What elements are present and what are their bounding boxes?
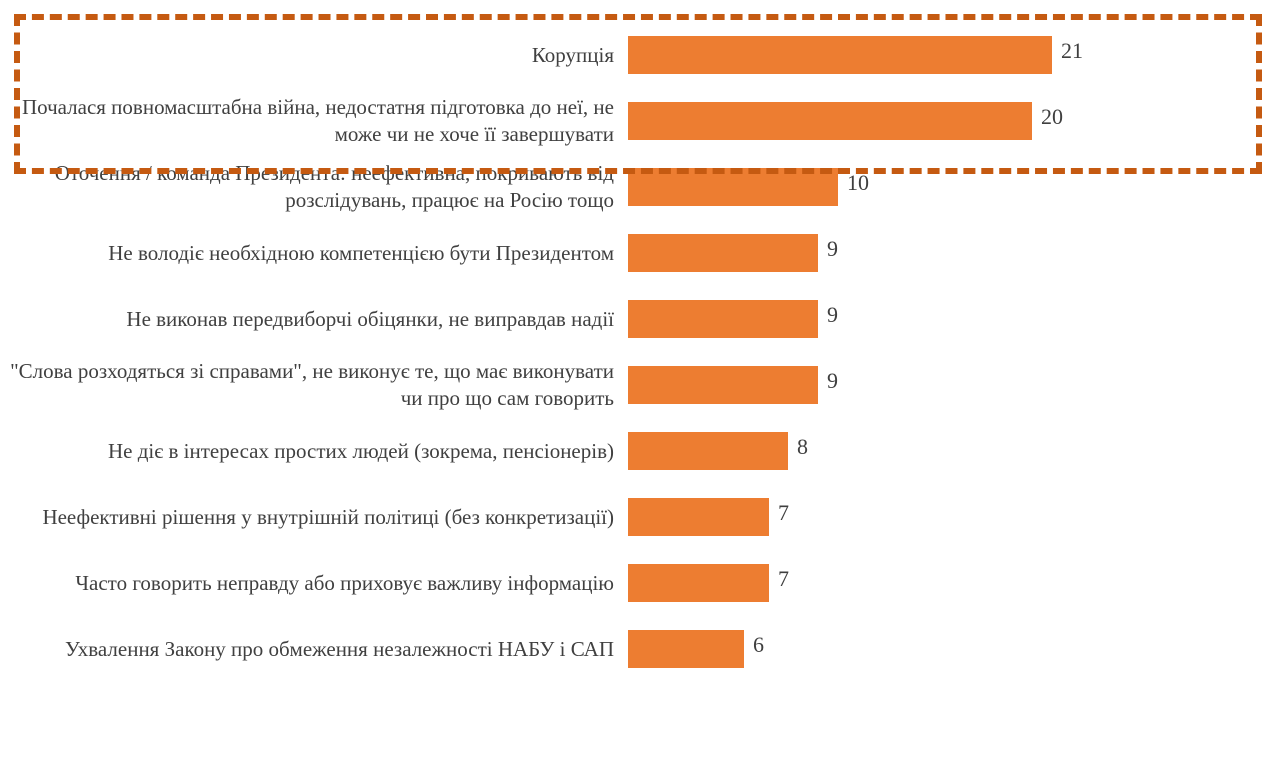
bar-area	[628, 418, 1280, 484]
category-label: "Слова розходяться зі справами", не виконує те, що має виконувати чи про що сам говорить	[10, 359, 614, 410]
bar	[628, 36, 1052, 74]
category-label: Ухвалення Закону про обмеження незалежності НАБУ і САП	[65, 636, 614, 661]
bar	[628, 300, 818, 338]
chart-row	[0, 352, 1280, 418]
bar	[628, 498, 769, 536]
chart-rows	[0, 22, 1280, 682]
category-label: Почалася повномасштабна війна, недостатня підготовка до неї, не може чи не хоче її завершувати	[21, 95, 614, 146]
bar	[628, 366, 818, 404]
bar-area	[628, 352, 1280, 418]
bar-value-label: 6	[753, 632, 764, 657]
category-label: Не діє в інтересах простих людей (зокрема, пенсіонерів)	[108, 438, 614, 463]
bar-value-label: 20	[1041, 104, 1063, 129]
bar-value-label: 9	[827, 302, 838, 327]
bar-area	[628, 22, 1280, 88]
chart-row	[0, 550, 1280, 616]
chart-row	[0, 88, 1280, 154]
bar-area	[628, 220, 1280, 286]
chart-row	[0, 22, 1280, 88]
chart-row	[0, 286, 1280, 352]
bar	[628, 564, 769, 602]
category-label: Неефективні рішення у внутрішній політиці (без конкретизації)	[42, 504, 614, 529]
category-label: Не володіє необхідною компетенцією бути Президентом	[108, 240, 614, 265]
bar-area	[628, 550, 1280, 616]
bar-value-label: 7	[778, 566, 789, 591]
category-label: Часто говорить неправду або приховує важливу інформацію	[75, 570, 614, 595]
chart-row	[0, 154, 1280, 220]
chart-row	[0, 220, 1280, 286]
bar-area	[628, 154, 1280, 220]
chart-row	[0, 616, 1280, 682]
bar-area	[628, 88, 1280, 154]
bar	[628, 432, 788, 470]
bar-value-label: 7	[778, 500, 789, 525]
bar-area	[628, 616, 1280, 682]
chart-row	[0, 484, 1280, 550]
bar-value-label: 21	[1061, 38, 1083, 63]
category-label: Не виконав передвиборчі обіцянки, не виправдав надії	[126, 306, 614, 331]
bar-value-label: 9	[827, 368, 838, 393]
bar-value-label: 9	[827, 236, 838, 261]
bar	[628, 168, 838, 206]
bar-area	[628, 286, 1280, 352]
bar	[628, 630, 744, 668]
bar-area	[628, 484, 1280, 550]
bar	[628, 102, 1032, 140]
bar	[628, 234, 818, 272]
category-label: Корупція	[531, 42, 614, 67]
bar-value-label: 10	[847, 170, 869, 195]
bar-value-label: 8	[797, 434, 808, 459]
category-label: Оточення / команда Президента: неефективна, покривають від розслідувань, працює на Росію тощо	[54, 161, 614, 212]
chart-row	[0, 418, 1280, 484]
